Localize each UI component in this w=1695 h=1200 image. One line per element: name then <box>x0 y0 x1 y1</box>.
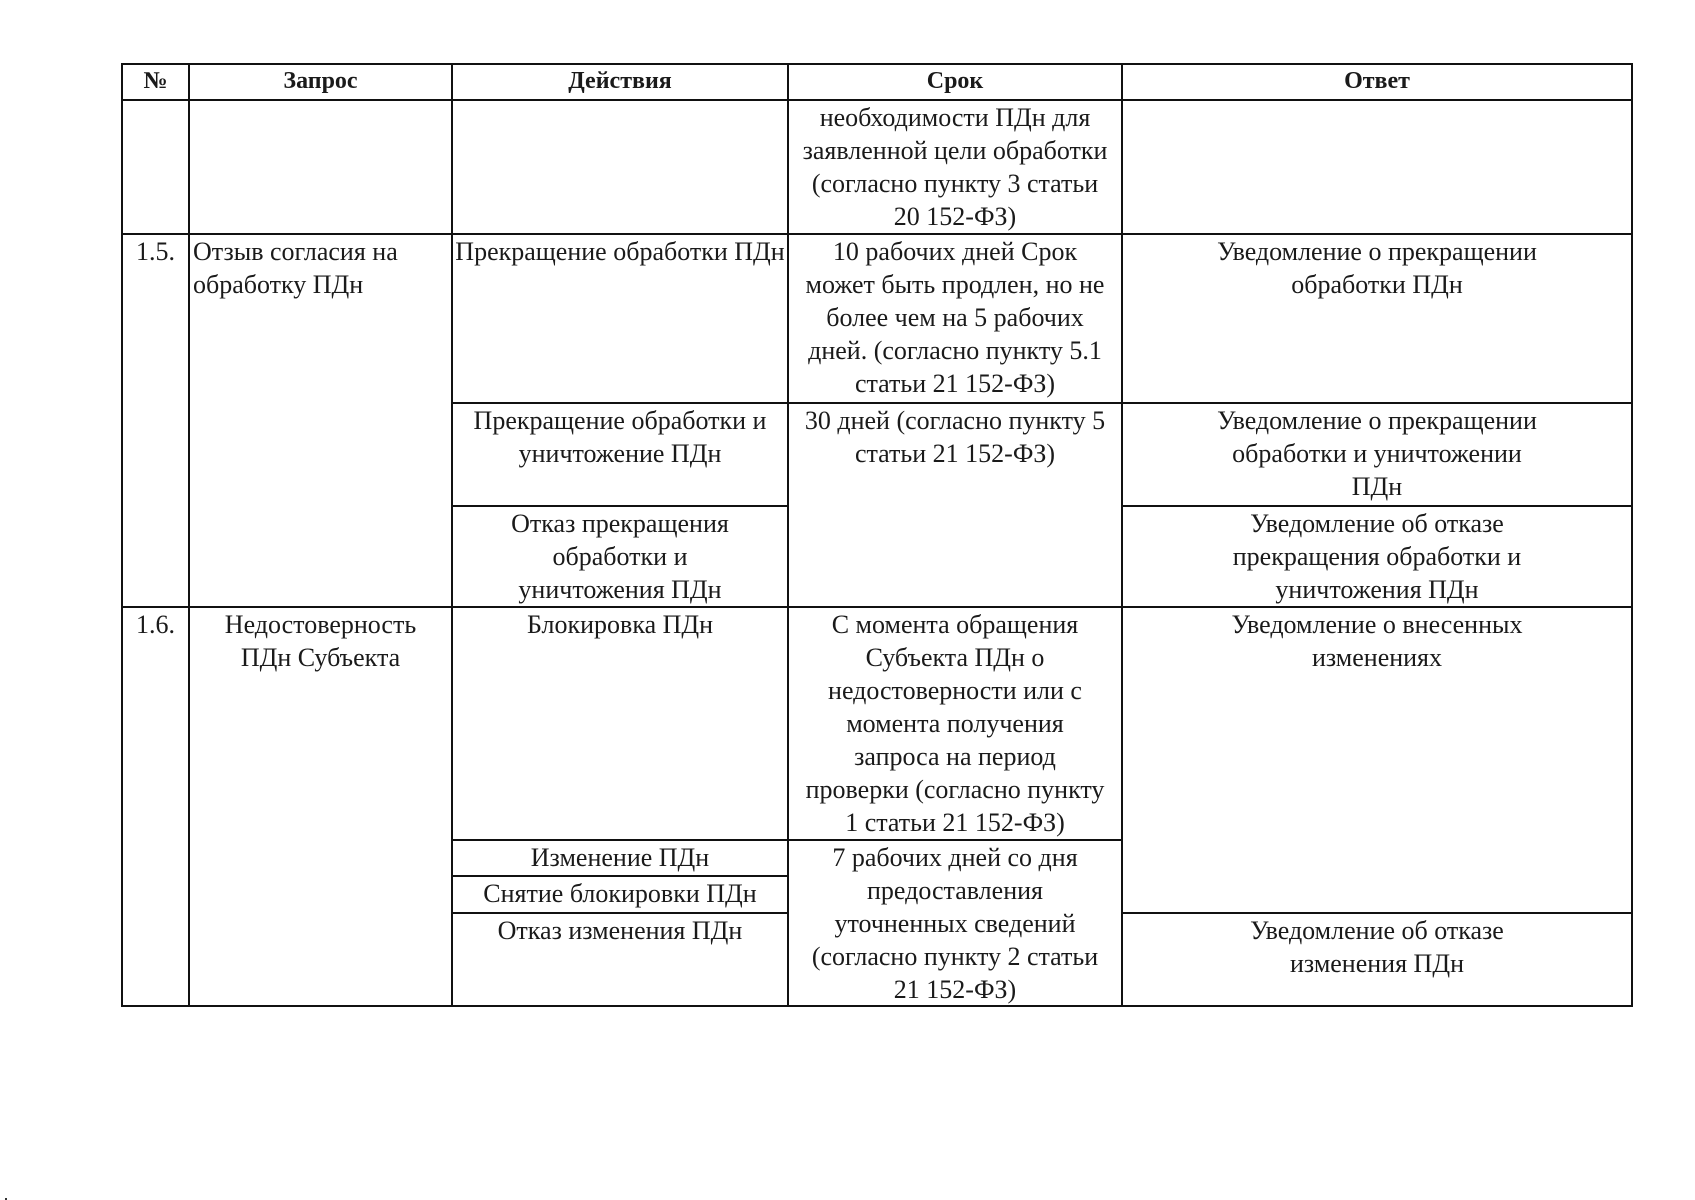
col-divider-1 <box>188 63 190 1007</box>
response-refuse-change-notice: Уведомление об отказе изменения ПДн <box>1250 916 1504 978</box>
deadline-7-days: 7 рабочих дней со дня предоставления уточненных сведений (согласно пункту 2 статьи 21 152-ФЗ) <box>811 843 1099 1004</box>
header-actions: Действия <box>568 68 672 94</box>
deadline-10-days: 10 рабочих дней Срок может быть продлен, но не более чем на 5 рабочих дней. (согласно пункту 5.1 статьи 21 152-ФЗ) <box>805 237 1105 398</box>
action-stop-processing: Прекращение обработки ПДн <box>455 237 785 266</box>
header-deadline: Срок <box>926 68 984 94</box>
deadline-from-request: С момента обращения Субъекта ПДн о недостоверности или с момента получения запроса на период проверки (согласно пункту 1 статьи 21 152-ФЗ) <box>805 610 1105 837</box>
row-number-1-6: 1.6. <box>136 610 175 639</box>
action-stop-and-destroy: Прекращение обработки и уничтожение ПДн <box>473 406 767 468</box>
response-changes-notice: Уведомление о внесенных изменениях <box>1231 610 1523 672</box>
action-block: Блокировка ПДн <box>526 610 714 639</box>
request-inaccurate-data: Недостоверность ПДн Субъекта <box>224 610 417 672</box>
action-refuse-change: Отказ изменения ПДн <box>497 916 743 945</box>
response-stop-notice: Уведомление о прекращении обработки ПДн <box>1217 237 1537 299</box>
action-refuse-stop: Отказ прекращения обработки и уничтожения ПДн <box>511 509 729 604</box>
table-border-bottom <box>121 1005 1633 1007</box>
action-unblock: Снятие блокировки ПДн <box>483 879 757 908</box>
table-border-right <box>1631 63 1633 1007</box>
request-withdraw-consent: Отзыв согласия на обработку ПДн <box>193 237 398 299</box>
continuation-deadline: необходимости ПДн для заявленной цели обработки (согласно пункту 3 статьи 20 152-ФЗ) <box>802 103 1108 231</box>
table-border-left <box>121 63 123 1007</box>
data-table <box>121 63 1633 1007</box>
row-number-1-5: 1.5. <box>136 237 175 266</box>
response-refuse-notice: Уведомление об отказе прекращения обработки и уничтожения ПДн <box>1232 509 1522 604</box>
response-stop-destroy-notice: Уведомление о прекращении обработки и уничтожении ПДн <box>1217 406 1537 501</box>
header-response: Ответ <box>1344 68 1410 94</box>
action-change: Изменение ПДн <box>530 843 710 872</box>
header-num: № <box>143 68 168 94</box>
header-request: Запрос <box>283 68 358 94</box>
deadline-30-days: 30 дней (согласно пункту 5 статьи 21 152-ФЗ) <box>804 406 1106 468</box>
